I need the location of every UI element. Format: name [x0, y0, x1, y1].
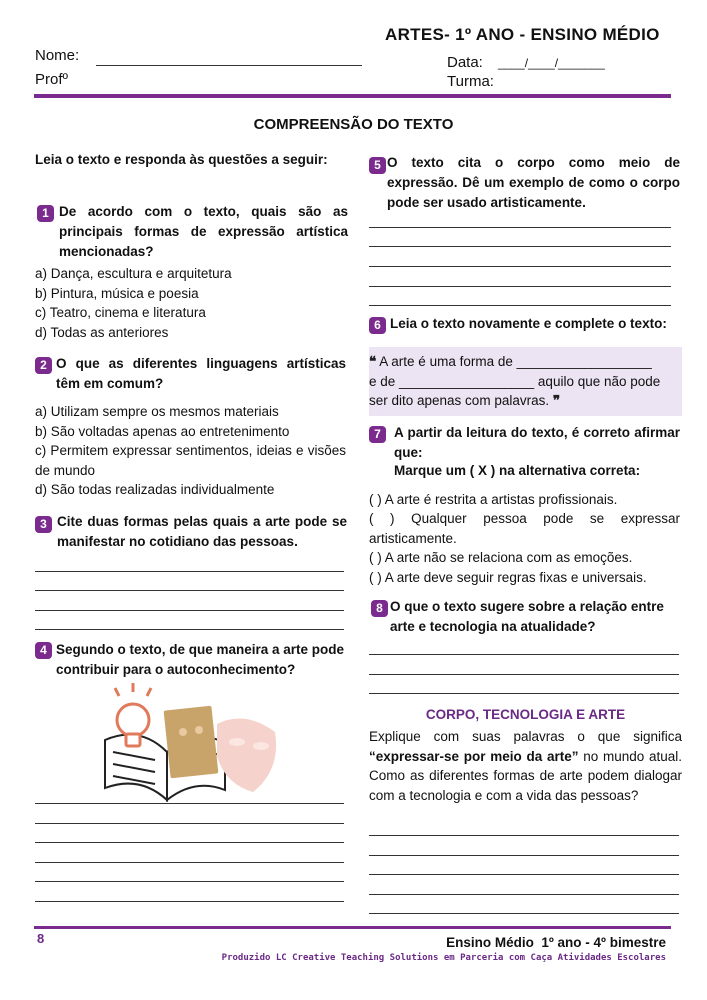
q1-option-c[interactable]: c) Teatro, cinema e literatura	[35, 305, 206, 320]
q7-option-4[interactable]: ( ) A arte deve seguir regras fixas e universais.	[369, 570, 647, 585]
prof-label: Profº	[35, 71, 68, 88]
q8-answer-line[interactable]	[369, 693, 679, 694]
q7-text: A partir da leitura do texto, é correto afirmar que:	[394, 425, 680, 460]
q6-fill-text-1: A arte é uma forma de __________________	[379, 354, 652, 369]
q1-option-d[interactable]: d) Todas as anteriores	[35, 325, 169, 340]
q3-answer-line[interactable]	[35, 571, 344, 572]
q4-answer-line[interactable]	[35, 803, 344, 804]
q2-text: O que as diferentes linguagens artísticas têm em comum?	[56, 356, 346, 391]
extra-answer-line[interactable]	[369, 874, 679, 875]
instruction: Leia o texto e responda às questões a seguir:	[35, 152, 328, 167]
q4-number-badge: 4	[35, 642, 52, 659]
extra-section-title: CORPO, TECNOLOGIA E ARTE	[425, 707, 626, 722]
turma-label: Turma:	[447, 73, 494, 90]
q6-fill-line-1[interactable]	[369, 352, 652, 372]
data-label: Data:	[447, 54, 483, 71]
extra-answer-line[interactable]	[369, 913, 679, 914]
footer-credit: Produzido LC Creative Teaching Solutions em Parceria com Caça Atividades Escolares	[221, 953, 666, 963]
q8-answer-line[interactable]	[369, 674, 679, 675]
header-divider	[34, 94, 671, 98]
q7-option-3[interactable]: ( ) A arte não se relaciona com as emoções.	[369, 550, 633, 565]
q5-answer-line[interactable]	[369, 286, 671, 287]
q1-option-b[interactable]: b) Pintura, música e poesia	[35, 286, 199, 301]
q4-answer-line[interactable]	[35, 881, 344, 882]
q6-number-badge: 6	[369, 317, 386, 334]
q2-number-badge: 2	[35, 357, 52, 374]
q3-answer-line[interactable]	[35, 629, 344, 630]
q4-answer-line[interactable]	[35, 823, 344, 824]
q4-answer-line[interactable]	[35, 842, 344, 843]
q1-text: De acordo com o texto, quais são as principais formas de expressão artística mencionadas?	[59, 204, 348, 259]
q3-text: Cite duas formas pelas quais a arte pode se manifestar no cotidiano das pessoas.	[57, 514, 347, 549]
q4-text: Segundo o texto, de que maneira a arte pode contribuir para o autoconhecimento?	[56, 642, 345, 677]
extra-text-bold: “expressar-se por meio da arte”	[369, 748, 579, 764]
section-title: COMPREENSÃO DO TEXTO	[253, 116, 454, 133]
date-field[interactable]: ____/____/_______	[498, 56, 605, 70]
nome-label: Nome:	[35, 47, 80, 64]
extra-answer-line[interactable]	[369, 855, 679, 856]
extra-text-post: no mundo atual. Como as diferentes formas de arte podem dialogar com a tecnologia e com a vida das pessoas?	[369, 748, 682, 803]
page-number: 8	[37, 931, 45, 946]
q2-option-b[interactable]: b) São voltadas apenas ao entretenimento	[35, 424, 290, 439]
q5-number-badge: 5	[369, 157, 386, 174]
q5-answer-line[interactable]	[369, 227, 671, 228]
q8-number-badge: 8	[371, 600, 388, 617]
quote-open-icon: ❝	[369, 354, 377, 369]
extra-answer-line[interactable]	[369, 835, 679, 836]
footer-divider	[34, 926, 671, 929]
q5-answer-line[interactable]	[369, 305, 671, 306]
quote-close-icon: ❞	[552, 393, 561, 408]
nome-field[interactable]	[96, 65, 362, 66]
extra-answer-line[interactable]	[369, 894, 679, 895]
q5-answer-line[interactable]	[369, 266, 671, 267]
worksheet-title: ARTES- 1º ANO - ENSINO MÉDIO	[385, 25, 660, 44]
extra-section-text	[369, 727, 682, 805]
q7-option-1[interactable]: ( ) A arte é restrita a artistas profissionais.	[369, 492, 618, 507]
q1-option-a[interactable]: a) Dança, escultura e arquitetura	[35, 266, 232, 281]
q8-answer-line[interactable]	[369, 654, 679, 655]
q1-number-badge: 1	[37, 205, 54, 222]
q2-option-c[interactable]: c) Permitem expressar sentimentos, ideias e visões de mundo	[35, 443, 346, 478]
footer-grade-label: Ensino Médio 1º ano - 4º bimestre	[446, 935, 666, 950]
q2-option-d[interactable]: d) São todas realizadas individualmente	[35, 482, 275, 497]
q4-answer-line[interactable]	[35, 862, 344, 863]
q5-answer-line[interactable]	[369, 246, 671, 247]
extra-text-pre: Explique com suas palavras o que significa	[369, 729, 682, 744]
q6-fill-line-3[interactable]	[369, 391, 560, 411]
q2-option-a[interactable]: a) Utilizam sempre os mesmos materiais	[35, 404, 279, 419]
q7-instruction: Marque um ( X ) na alternativa correta:	[394, 463, 641, 478]
q8-text: O que o texto sugere sobre a relação entre arte e tecnologia na atualidade?	[390, 599, 664, 634]
paper-bag-mask-icon	[164, 706, 219, 779]
q3-answer-line[interactable]	[35, 590, 344, 591]
q5-text: O texto cita o corpo como meio de expressão. Dê um exemplo de como o corpo pode ser usado artisticamente.	[387, 155, 680, 210]
q4-answer-line[interactable]	[35, 901, 344, 902]
q3-answer-line[interactable]	[35, 610, 344, 611]
q6-text: Leia o texto novamente e complete o texto:	[390, 316, 667, 331]
q7-number-badge: 7	[369, 426, 386, 443]
q7-option-2[interactable]: ( ) Qualquer pessoa pode se expressar artisticamente.	[369, 511, 680, 546]
art-illustration	[95, 680, 290, 805]
q6-fill-line-2[interactable]: e de __________________ aquilo que não pode	[369, 374, 661, 389]
q6-fill-text-3: ser dito apenas com palavras.	[369, 393, 550, 408]
q3-number-badge: 3	[35, 516, 52, 533]
